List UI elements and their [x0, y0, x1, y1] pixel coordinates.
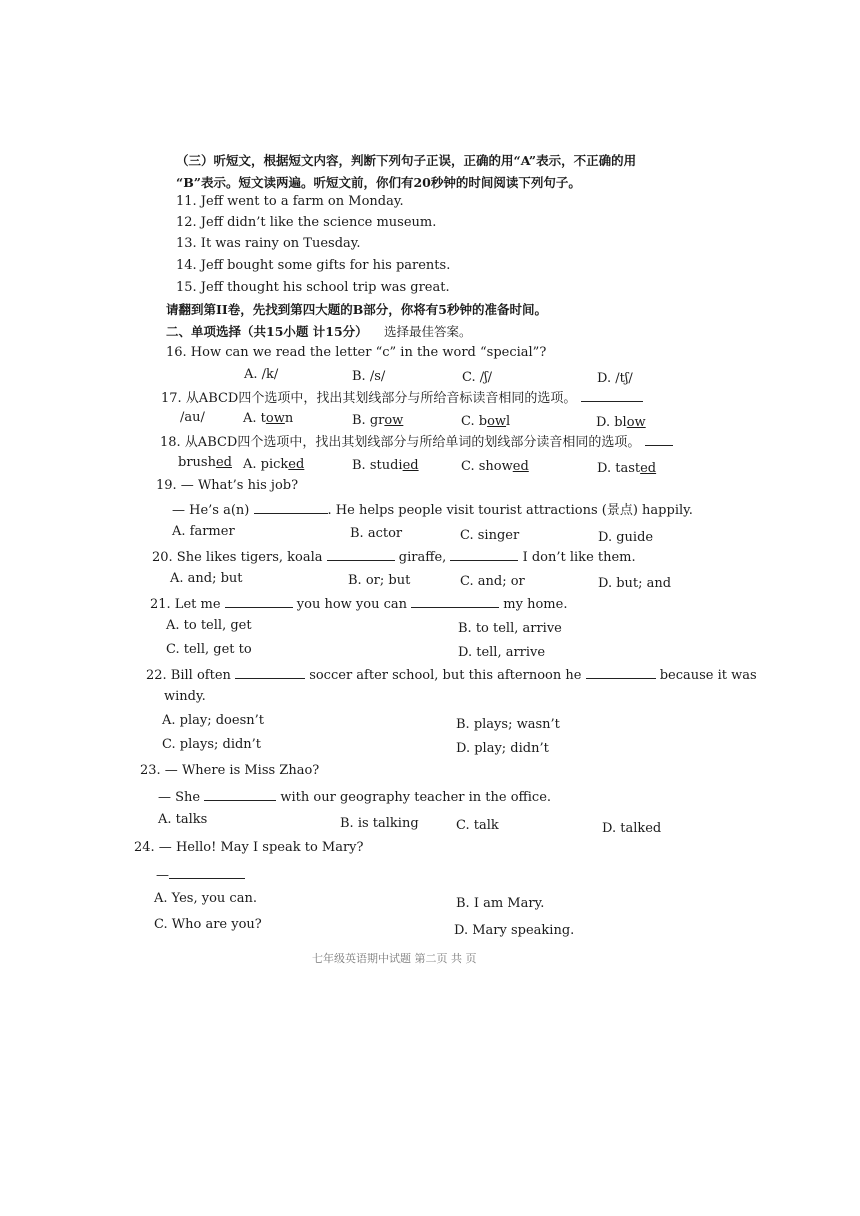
q21-stem: 21. Let me you how you can my home. — [150, 597, 568, 612]
statement-11: 11. Jeff went to a farm on Monday. — [176, 194, 404, 209]
q18-given-word: brushed — [178, 455, 232, 470]
q19-stem: 19. — What’s his job? — [156, 478, 299, 493]
q16-option-d: D. /tʃ/ — [597, 371, 633, 386]
page-footer: 七年级英语期中试题 第二页 共 页 — [312, 952, 477, 965]
q17-stem-text: 17. 从ABCD四个选项中，找出其划线部分与所给音标读音相同的选项。 — [161, 391, 577, 406]
q18-answer-blank — [645, 433, 673, 446]
q16-option-c: C. /ʃ/ — [462, 370, 493, 385]
q20-option-b: B. or; but — [348, 573, 411, 588]
q18-stem-text: 18. 从ABCD四个选项中，找出其划线部分与所给单词的划线部分读音相同的选项。 — [160, 435, 641, 450]
q18-option-a: A. picked — [243, 457, 305, 472]
section3-instruction-line2: “B”表示。短文读两遍。听短文前，你们有20秒钟的时间阅读下列句子。 — [176, 175, 581, 190]
q23-option-d: D. talked — [602, 821, 662, 836]
q19-line2: — He’s a(n) . He helps people visit tourist attractions (景点) happily. — [172, 503, 693, 518]
q19-option-b: B. actor — [350, 526, 403, 541]
q21-option-d: D. tell, arrive — [458, 645, 546, 660]
q22-option-a: A. play; doesn’t — [162, 713, 264, 728]
turn-page-note: 请翻到第II卷，先找到第四大题的B部分，你将有5秒钟的准备时间。 — [166, 302, 547, 317]
q24-option-b: B. I am Mary. — [456, 896, 545, 911]
q17-option-c: C. bowl — [461, 414, 511, 429]
q17-stem — [161, 389, 643, 407]
q24-option-a: A. Yes, you can. — [154, 891, 257, 906]
q22-blank-1 — [235, 666, 305, 679]
q19-option-c: C. singer — [460, 528, 520, 543]
q24-line2: — — [156, 866, 245, 884]
q19-option-a: A. farmer — [172, 524, 235, 539]
q17-option-b: B. grow — [352, 413, 404, 428]
statement-14: 14. Jeff bought some gifts for his parents. — [176, 258, 451, 273]
q21-option-c: C. tell, get to — [166, 642, 252, 657]
q24-stem: 24. — Hello! May I speak to Mary? — [134, 840, 364, 855]
q17-answer-blank — [581, 389, 643, 402]
q23-option-c: C. talk — [456, 818, 499, 833]
q20-blank-2 — [450, 548, 518, 561]
statement-12: 12. Jeff didn’t like the science museum. — [176, 215, 437, 230]
q24-option-d: D. Mary speaking. — [454, 923, 575, 938]
q22-stem: 22. Bill often soccer after school, but this afternoon he because it was — [146, 668, 757, 683]
q17-option-d: D. blow — [596, 415, 646, 430]
statement-13: 13. It was rainy on Tuesday. — [176, 236, 361, 251]
q22-option-c: C. plays; didn’t — [162, 737, 262, 752]
q24-answer-blank — [169, 866, 245, 879]
q23-option-a: A. talks — [158, 812, 208, 827]
q23-stem: 23. — Where is Miss Zhao? — [140, 763, 320, 778]
q22-option-b: B. plays; wasn’t — [456, 717, 560, 732]
q20-option-d: D. but; and — [598, 576, 672, 591]
q24-option-c: C. Who are you? — [154, 917, 262, 932]
q19-answer-blank — [254, 501, 328, 514]
section2-heading-text: 二、单项选择（共15小题 计15分） — [166, 324, 368, 339]
q20-option-a: A. and; but — [170, 571, 243, 586]
section2-heading-tail: 选择最佳答案。 — [384, 324, 472, 339]
section3-instruction-line1: （三）听短文，根据短文内容，判断下列句子正误，正确的用“A”表示，不正确的用 — [176, 153, 637, 168]
q18-option-b: B. studied — [352, 458, 419, 473]
q18-option-d: D. tasted — [597, 461, 657, 476]
q21-blank-2 — [411, 595, 499, 608]
q21-blank-1 — [225, 595, 293, 608]
q22-stem-continued: windy. — [164, 689, 206, 704]
q16-option-a: A. /k/ — [244, 367, 279, 382]
q20-option-c: C. and; or — [460, 574, 525, 589]
q19-option-d: D. guide — [598, 530, 654, 545]
q16-option-b: B. /s/ — [352, 369, 386, 384]
q17-given-phonetic: /au/ — [180, 410, 205, 425]
q20-stem: 20. She likes tigers, koala giraffe, I don’t like them. — [152, 550, 636, 565]
q23-answer-blank — [204, 788, 276, 801]
q18-option-c: C. showed — [461, 459, 529, 474]
section2-heading — [166, 324, 472, 340]
q20-blank-1 — [327, 548, 395, 561]
q18-stem — [160, 433, 673, 451]
q23-line2: — She with our geography teacher in the office. — [158, 790, 552, 805]
q21-option-b: B. to tell, arrive — [458, 621, 562, 636]
q16-stem: 16. How can we read the letter “c” in the word “special”? — [166, 345, 547, 360]
q22-option-d: D. play; didn’t — [456, 741, 549, 756]
statement-15: 15. Jeff thought his school trip was great. — [176, 280, 450, 295]
q23-option-b: B. is talking — [340, 816, 419, 831]
q22-blank-2 — [586, 666, 656, 679]
q17-option-a: A. town — [243, 411, 294, 426]
q21-option-a: A. to tell, get — [166, 618, 252, 633]
